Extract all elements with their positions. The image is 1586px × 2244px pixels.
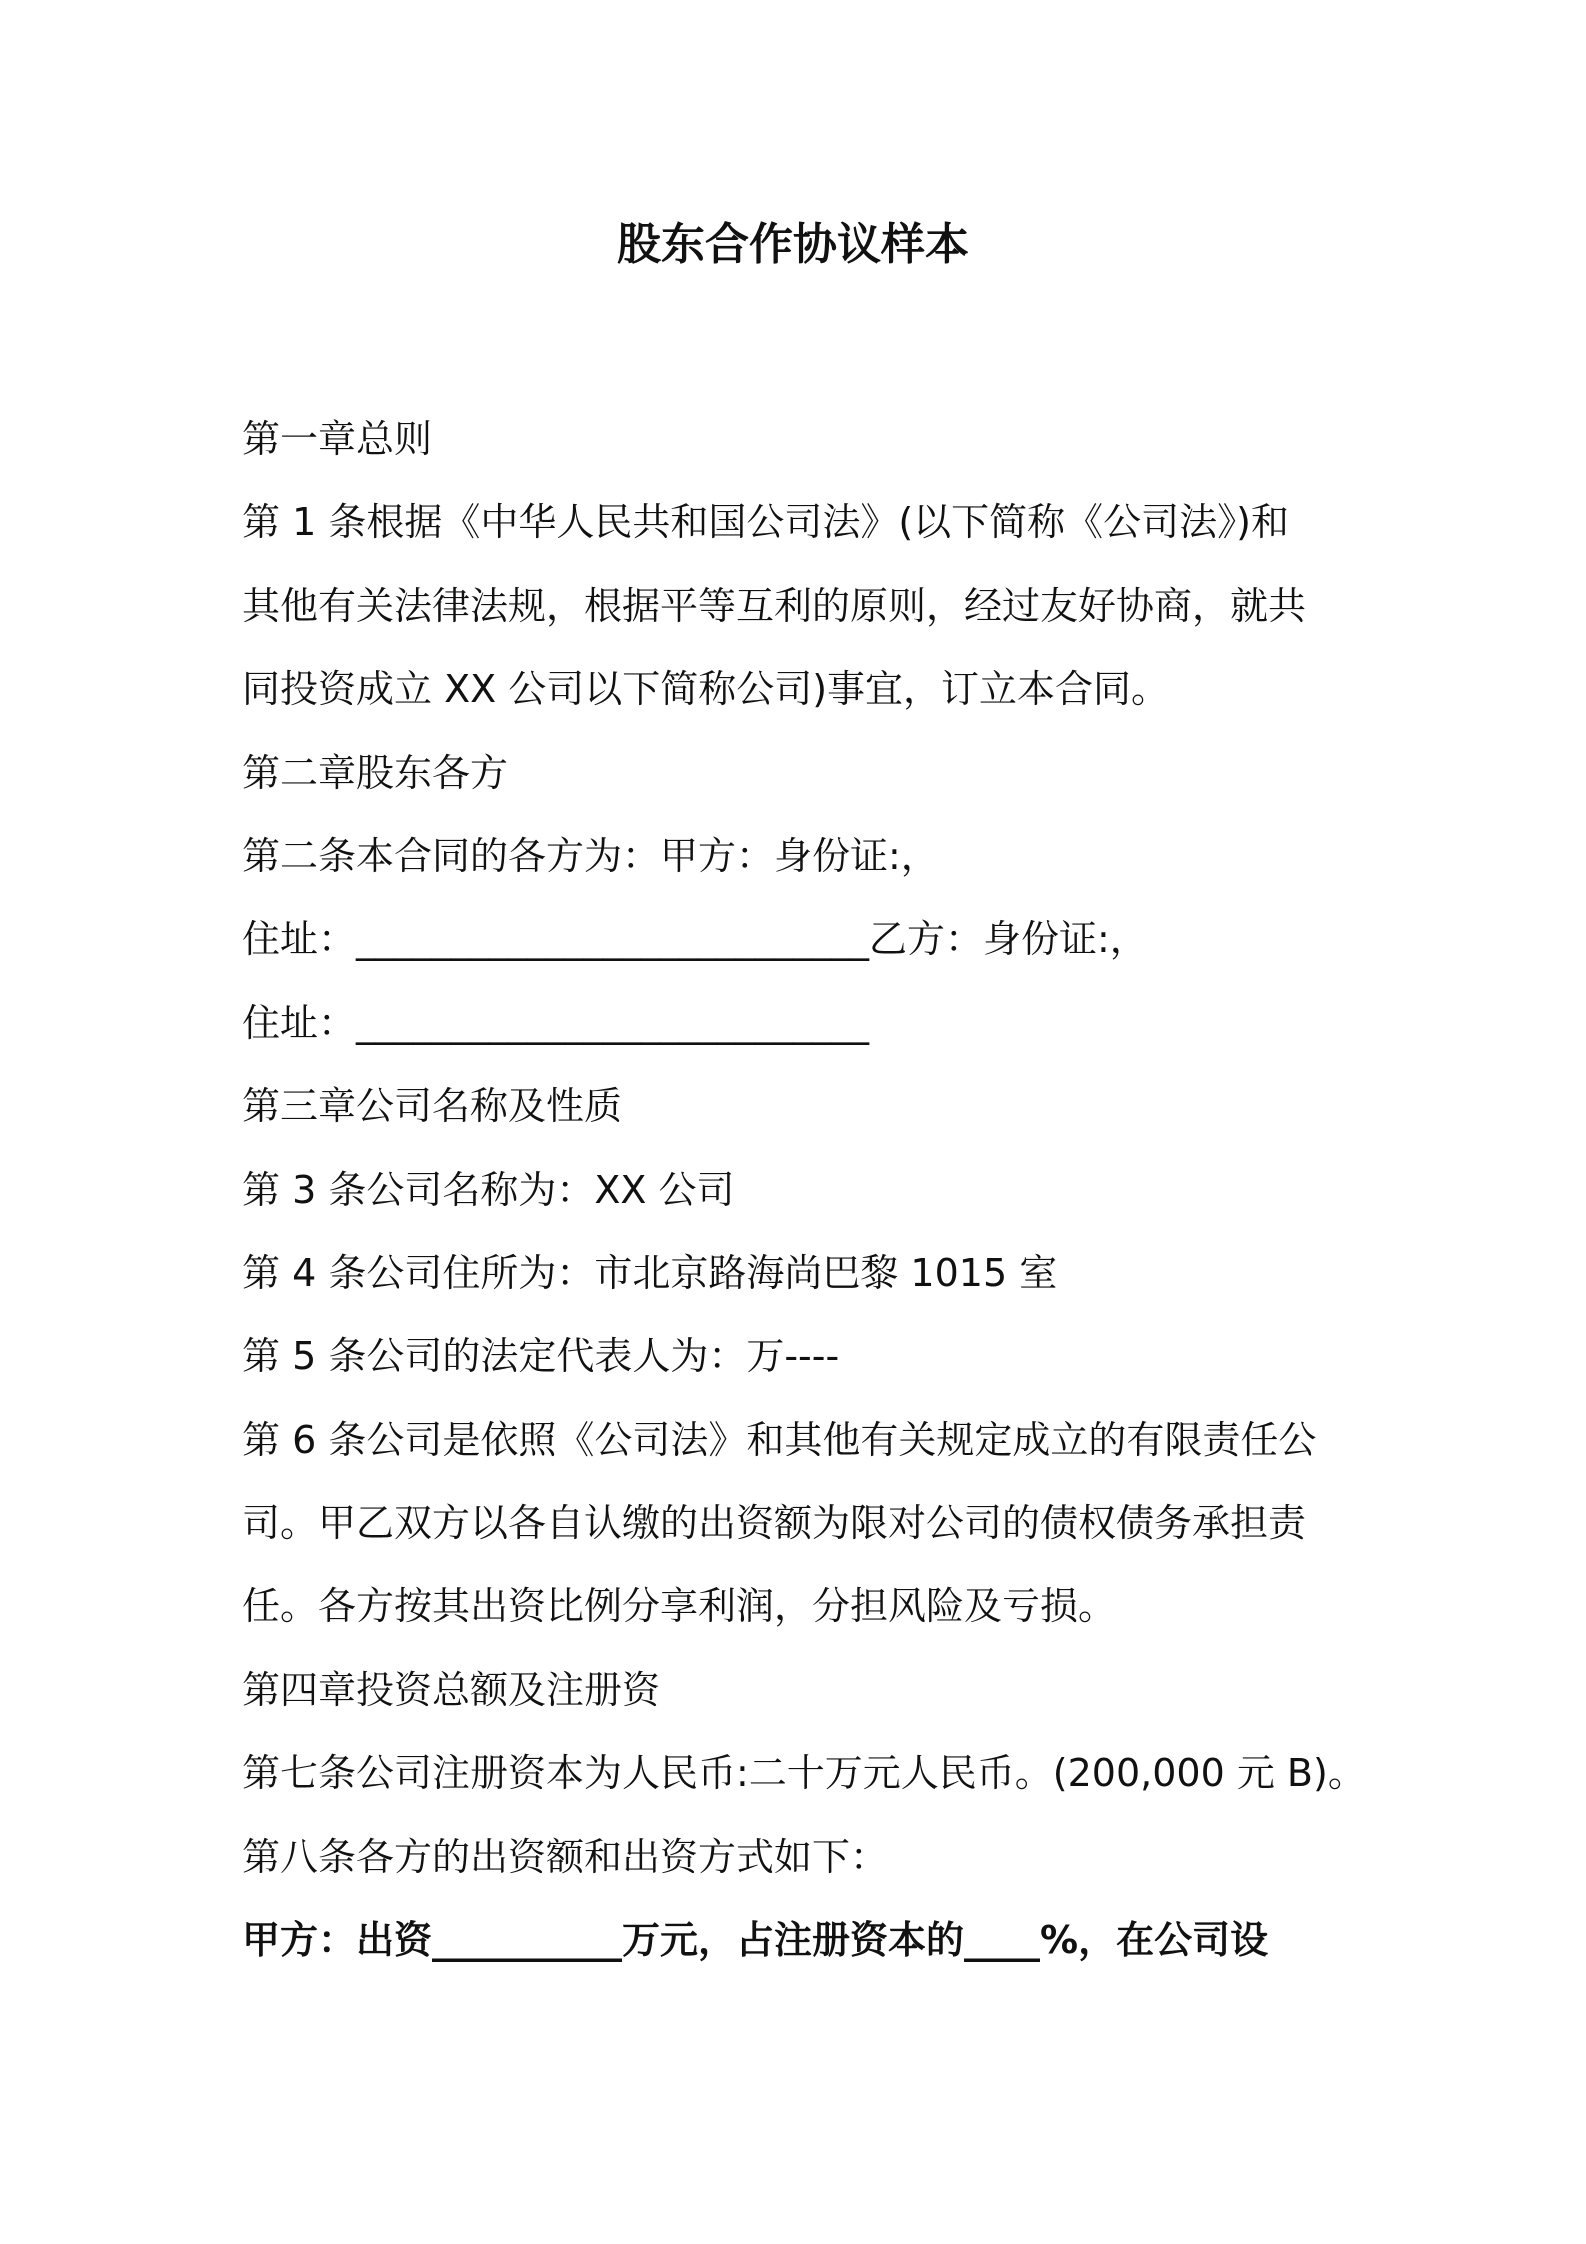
article-6-line-2: 司。甲乙双方以各自认缴的出资额为限对公司的债权债务承担责 (242, 1501, 1307, 1546)
chapter-4-heading: 第四章投资总额及注册资 (242, 1667, 661, 1712)
article-2-line-1: 第二条本合同的各方为：甲方：身份证:， (242, 833, 939, 878)
article-5-line: 第 5 条公司的法定代表人为：万---- (242, 1334, 840, 1379)
article-1-line-3: 同投资成立 XX 公司以下简称公司)事宜，订立本合同。 (242, 667, 1170, 712)
article-1-line-2: 其他有关法律法规，根据平等互利的原则，经过友好协商，就共 (242, 583, 1307, 628)
article-1-line-1: 第 1 条根据《中华人民共和国公司法》(以下简称《公司法》)和 (242, 500, 1289, 545)
article-2-line-3: 住址：___________________________ (242, 1000, 870, 1045)
chapter-2-heading: 第二章股东各方 (242, 750, 509, 795)
article-2-line-2: 住址：___________________________乙方：身份证:， (242, 917, 1148, 962)
article-8-line: 第八条各方的出资额和出资方式如下： (242, 1834, 889, 1879)
article-6-line-1: 第 6 条公司是依照《公司法》和其他有关规定成立的有限责任公 (242, 1417, 1317, 1462)
chapter-3-heading: 第三章公司名称及性质 (242, 1084, 623, 1129)
party-a-contribution-line: 甲方：出资__________万元，占注册资本的____%，在公司设 (242, 1918, 1269, 1963)
document-body (242, 398, 1366, 1982)
chapter-1-heading: 第一章总则 (242, 417, 433, 461)
article-6-line-3: 任。各方按其出资比例分享利润，分担风险及亏损。 (242, 1584, 1117, 1629)
article-4-line: 第 4 条公司住所为：市北京路海尚巴黎 1015 室 (242, 1250, 1058, 1295)
article-3-line: 第 3 条公司名称为：XX 公司 (242, 1167, 735, 1212)
article-7-line: 第七条公司注册资本为人民币:二十万元人民币。(200,000 元 B)。 (242, 1751, 1366, 1796)
page-title: 股东合作协议样本 (617, 219, 969, 270)
